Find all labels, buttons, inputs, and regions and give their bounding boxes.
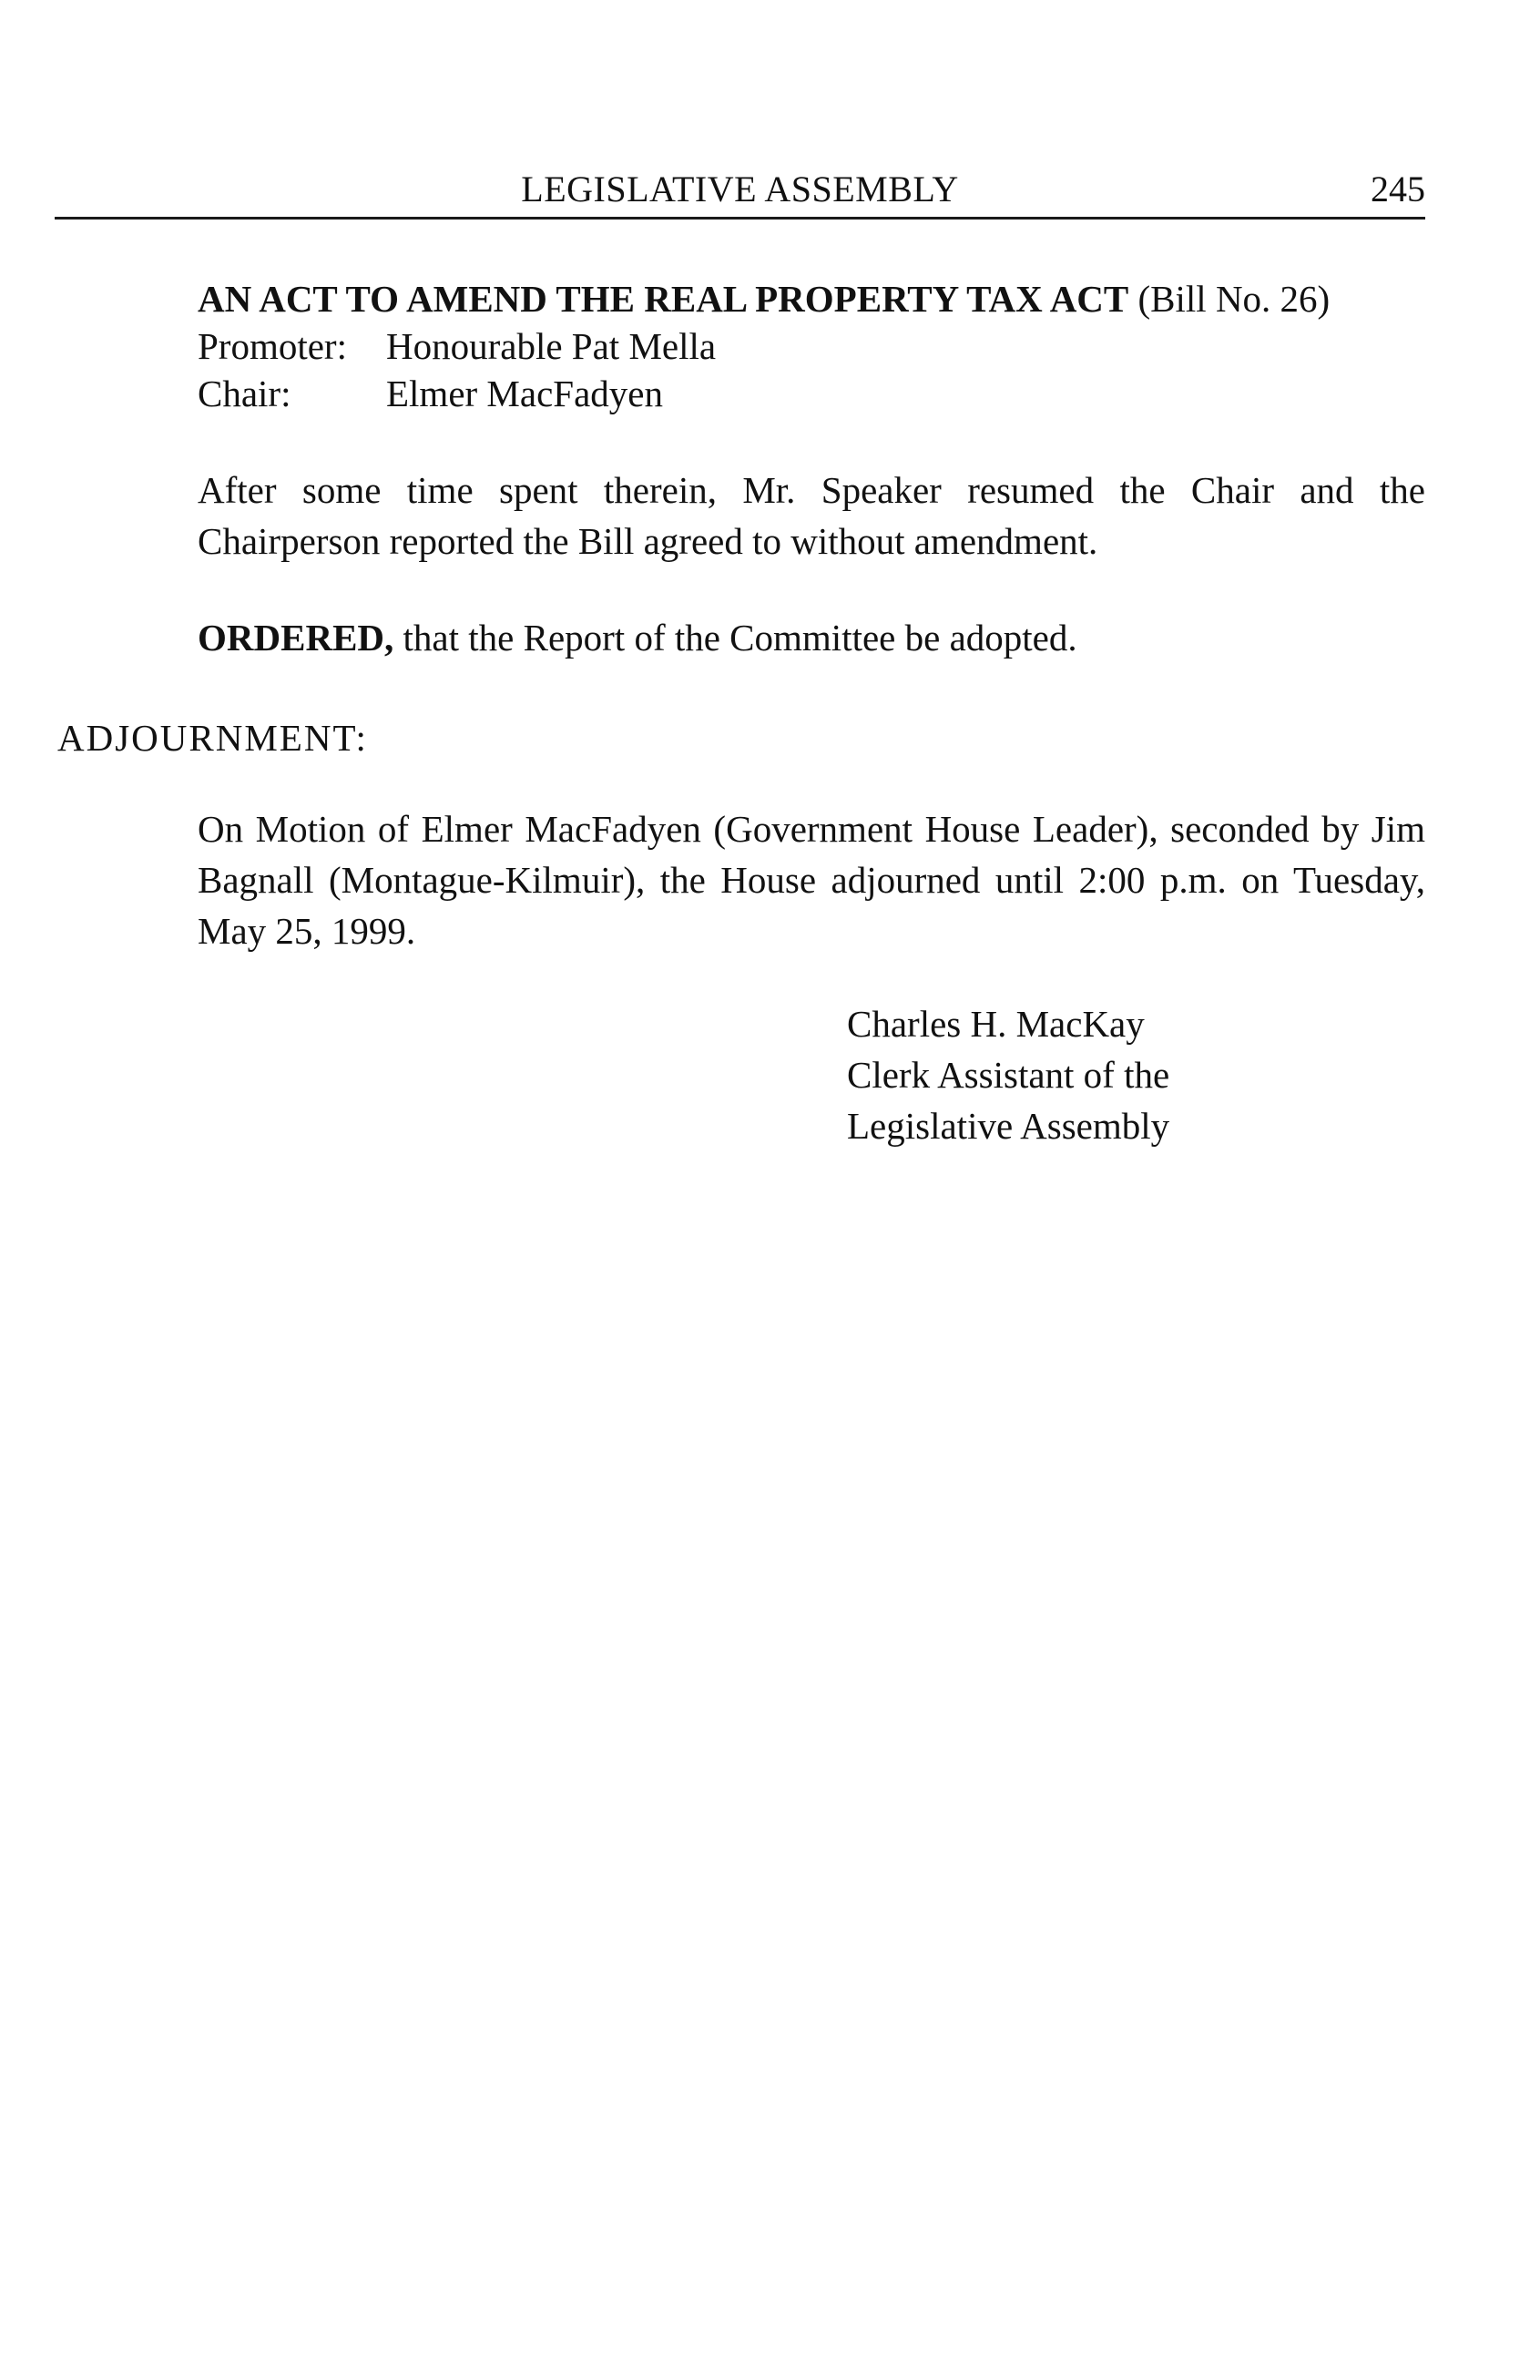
order-paragraph — [198, 612, 1425, 663]
page-header — [55, 166, 1425, 220]
chair-label: Chair: — [198, 373, 291, 414]
bill-number: (Bill No. 26) — [1137, 278, 1331, 320]
chair-row — [198, 368, 663, 419]
running-title: LEGISLATIVE ASSEMBLY — [521, 169, 959, 209]
signature-title-line1: Clerk Assistant of the — [847, 1054, 1170, 1096]
adjournment-heading: ADJOURNMENT: — [57, 717, 368, 759]
signature-title-line2: Legislative Assembly — [847, 1105, 1170, 1147]
signature-name: Charles H. MacKay — [847, 1003, 1145, 1045]
signature-block — [847, 998, 1169, 1151]
page-number: 245 — [1371, 169, 1425, 209]
bill-title — [198, 273, 1425, 324]
promoter-label: Promoter: — [198, 325, 347, 367]
order-text: that the Report of the Committee be adopted. — [403, 617, 1077, 659]
adjournment-paragraph: On Motion of Elmer MacFadyen (Government House Leader), seconded by Jim Bagnall (Montague-Kilmuir), the House adjourned until 2:00 p.m. on Tuesday, May 25, 1999. — [198, 808, 1425, 952]
promoter-name: Honourable Pat Mella — [386, 325, 717, 367]
bill-title-text: AN ACT TO AMEND THE REAL PROPERTY TAX ACT — [198, 278, 1129, 320]
committee-report-paragraph: After some time spent therein, Mr. Speaker resumed the Chair and the Chairperson reported the Bill agreed to without amendment. — [198, 469, 1425, 562]
chair-name: Elmer MacFadyen — [386, 373, 663, 414]
order-keyword: ORDERED, — [198, 617, 394, 659]
promoter-row — [198, 321, 716, 372]
